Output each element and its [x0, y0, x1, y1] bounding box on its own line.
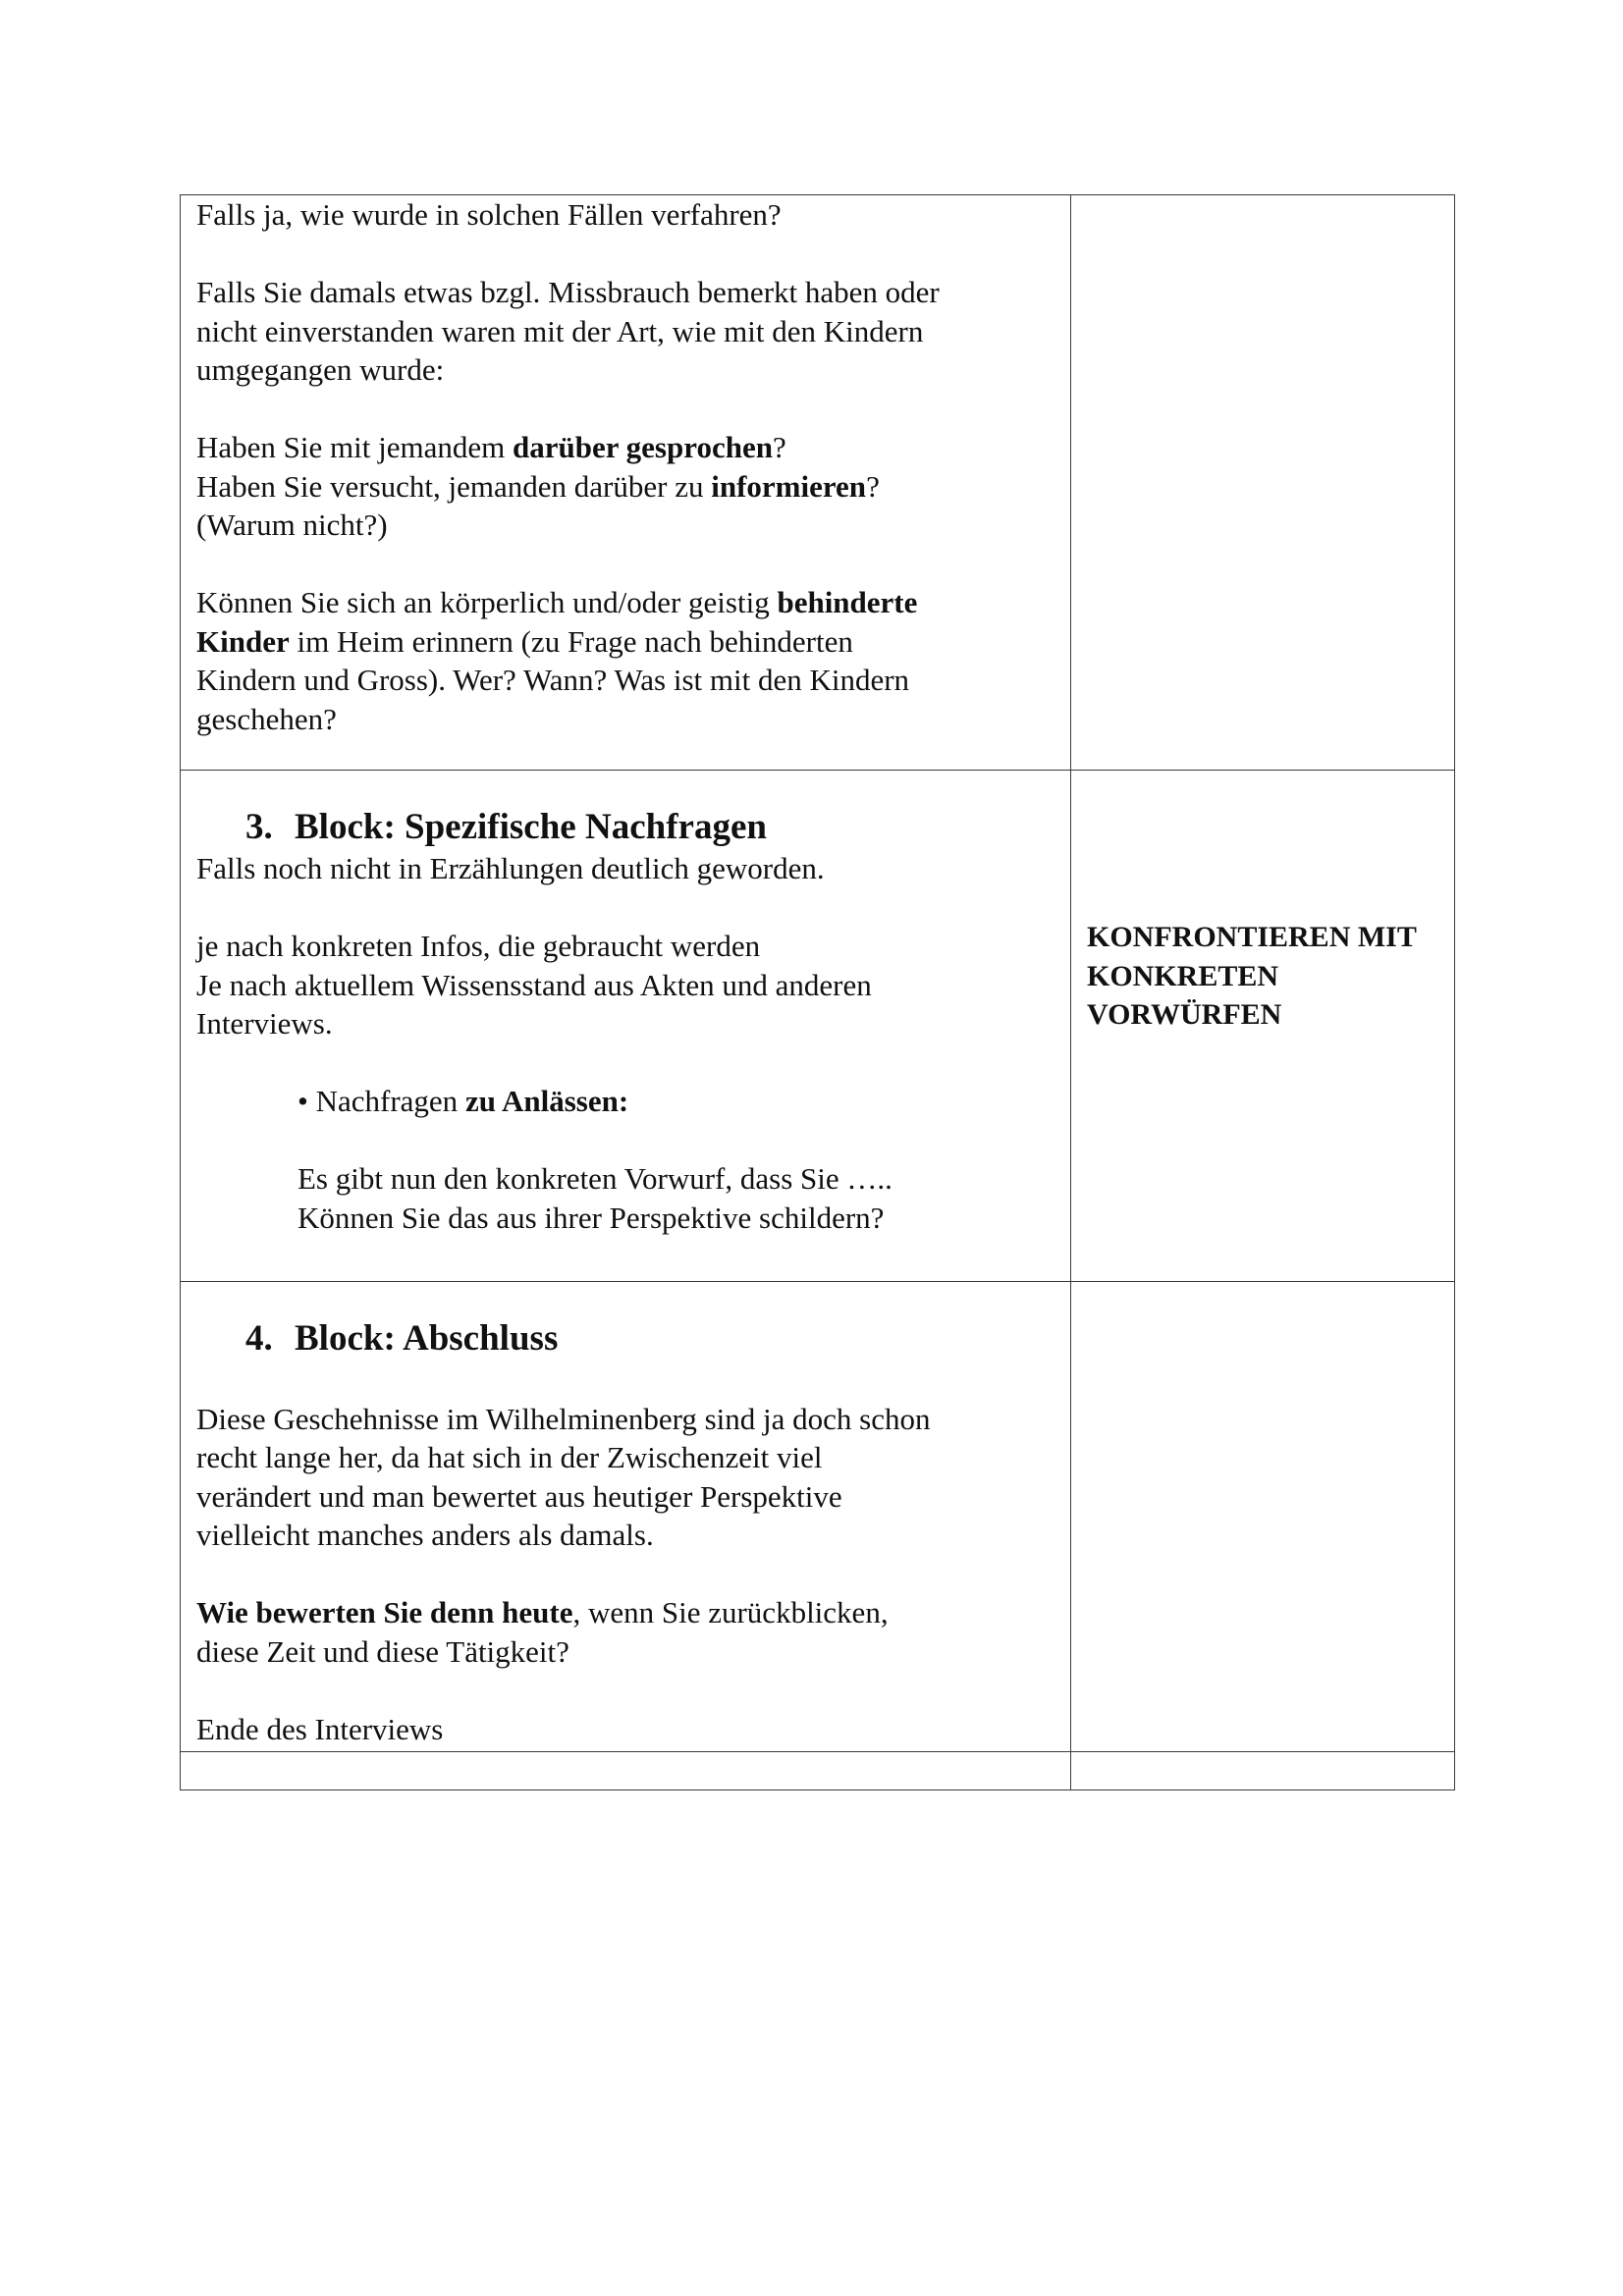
- text-line: [196, 622, 1053, 662]
- question-cell: [181, 195, 1071, 771]
- question-line: [196, 1593, 1053, 1632]
- bullet-item: [196, 1082, 1053, 1121]
- text-line: Es gibt nun den konkreten Vorwurf, dass Sie …..: [298, 1161, 893, 1196]
- side-note-line: KONFRONTIEREN MIT: [1087, 921, 1417, 953]
- section-heading: [245, 1317, 1053, 1361]
- bullet-icon: •: [298, 1084, 308, 1118]
- bold-span: darüber gesprochen: [512, 430, 773, 464]
- text-span: Haben Sie mit jemandem: [196, 430, 513, 464]
- text-line: Falls ja, wie wurde in solchen Fällen verfahren?: [196, 197, 782, 232]
- table-row: [181, 195, 1455, 771]
- notes-cell: [1071, 1282, 1455, 1752]
- interview-guide-table: [180, 194, 1455, 1790]
- table-row: [181, 771, 1455, 1282]
- text-span: im Heim erinnern (zu Frage nach behinderten: [289, 623, 853, 659]
- bold-span: Wie bewerten Sie denn heute: [196, 1595, 573, 1629]
- text-line: Falls noch nicht in Erzählungen deutlich geworden.: [196, 851, 825, 885]
- bold-span: informieren: [711, 468, 867, 504]
- text-line: je nach konkreten Infos, die gebraucht werden: [196, 929, 761, 963]
- table-row: [181, 1752, 1455, 1790]
- text-line: Können Sie das aus ihrer Perspektive schildern?: [298, 1200, 885, 1235]
- question-line: [196, 467, 1053, 507]
- side-note-line: KONKRETEN: [1087, 959, 1279, 992]
- bold-span: Kinder: [196, 623, 290, 659]
- section-number: 4.: [245, 1318, 273, 1359]
- empty-cell: [1071, 1752, 1455, 1790]
- text-line: diese Zeit und diese Tätigkeit?: [196, 1633, 569, 1669]
- section-title: Block: Abschluss: [295, 1318, 559, 1359]
- section-title: Block: Spezifische Nachfragen: [295, 807, 767, 847]
- text-span: Nachfragen: [307, 1084, 465, 1118]
- text-line: verändert und man bewertet aus heutiger Perspektive: [196, 1478, 842, 1514]
- text-span: Können Sie sich an körperlich und/oder geistig: [196, 585, 778, 619]
- text-line: (Warum nicht?): [196, 507, 388, 542]
- bold-span: zu Anlässen:: [464, 1084, 629, 1118]
- notes-cell: [1071, 195, 1455, 771]
- text-line: Je nach aktuellem Wissensstand aus Akten und anderen: [196, 967, 872, 1002]
- text-span: , wenn Sie zurückblicken,: [572, 1595, 889, 1629]
- table-row: [181, 1282, 1455, 1752]
- text-line: recht lange her, da hat sich in der Zwischenzeit viel: [196, 1440, 823, 1474]
- text-line: Ende des Interviews: [196, 1711, 444, 1746]
- question-cell: [181, 1282, 1071, 1752]
- text-span: Haben Sie versucht, jemanden darüber zu: [196, 468, 712, 504]
- text-line: Kindern und Gross). Wer? Wann? Was ist mit den Kindern: [196, 663, 910, 697]
- text-line: Falls Sie damals etwas bzgl. Missbrauch bemerkt haben oder: [196, 275, 940, 309]
- text-line: geschehen?: [196, 701, 337, 736]
- section-heading: [245, 806, 1053, 849]
- text-line: Interviews.: [196, 1006, 333, 1041]
- side-note-line: VORWÜRFEN: [1087, 998, 1282, 1031]
- bold-span: behinderte: [777, 585, 918, 619]
- text-line: [196, 583, 1053, 622]
- section-number: 3.: [245, 807, 273, 847]
- text-line: umgegangen wurde:: [196, 352, 445, 387]
- text-span: ?: [866, 468, 880, 504]
- text-line: vielleicht manches anders als damals.: [196, 1518, 654, 1552]
- text-span: ?: [772, 430, 786, 464]
- side-note: [1071, 771, 1454, 1035]
- question-line: [196, 428, 1053, 467]
- text-line: nicht einverstanden waren mit der Art, wie mit den Kindern: [196, 313, 924, 348]
- empty-cell: [181, 1752, 1071, 1790]
- question-cell: [181, 771, 1071, 1282]
- notes-cell: [1071, 771, 1455, 1282]
- text-line: Diese Geschehnisse im Wilhelminenberg sind ja doch schon: [196, 1401, 931, 1436]
